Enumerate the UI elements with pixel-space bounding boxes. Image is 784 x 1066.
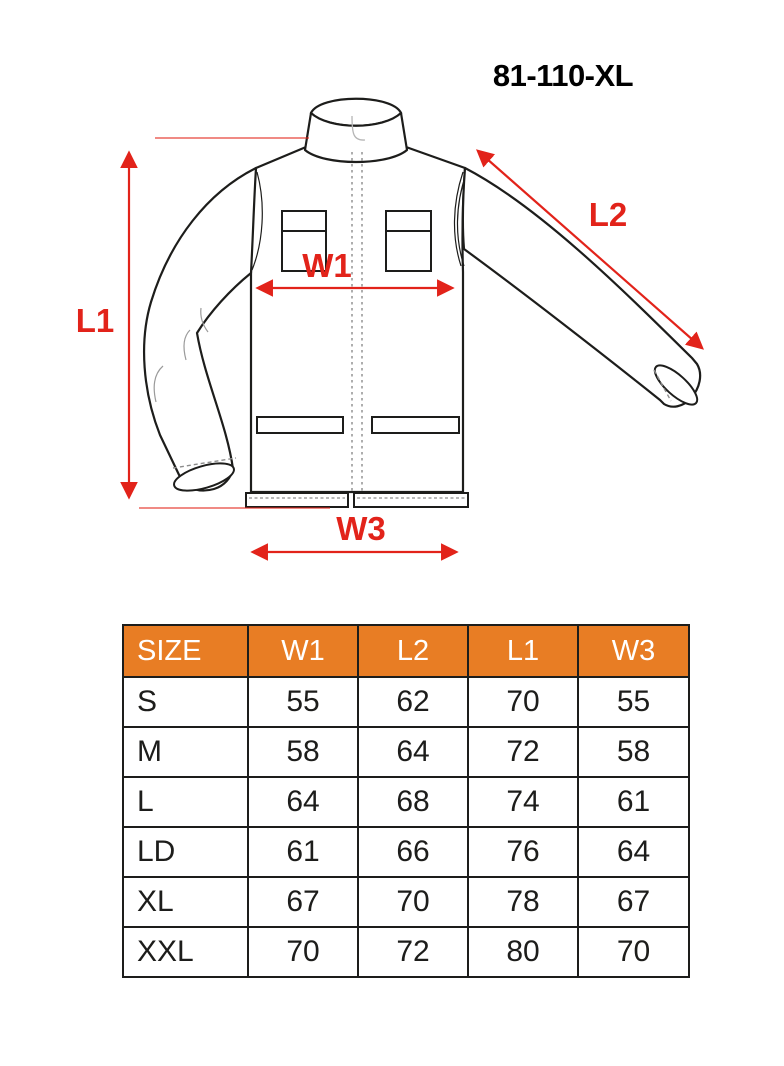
value-cell: 61 <box>578 777 689 827</box>
table-row <box>123 777 689 827</box>
value-cell: 67 <box>248 877 358 927</box>
table-row <box>123 727 689 777</box>
jacket-left-sleeve <box>144 168 256 496</box>
table-row <box>123 877 689 927</box>
jacket-right-sleeve <box>463 168 703 410</box>
value-cell: 74 <box>468 777 578 827</box>
column-header-w1: W1 <box>248 625 358 677</box>
column-header-l2: L2 <box>358 625 468 677</box>
size-label: M <box>123 727 248 777</box>
table-row <box>123 827 689 877</box>
size-table <box>122 624 690 978</box>
size-label: XL <box>123 877 248 927</box>
size-label: LD <box>123 827 248 877</box>
column-header-w3: W3 <box>578 625 689 677</box>
dimension-label-l1: L1 <box>75 302 115 339</box>
column-header-l1: L1 <box>468 625 578 677</box>
value-cell: 64 <box>248 777 358 827</box>
value-cell: 72 <box>468 727 578 777</box>
table-row <box>123 927 689 977</box>
value-cell: 70 <box>248 927 358 977</box>
value-cell: 70 <box>578 927 689 977</box>
value-cell: 72 <box>358 927 468 977</box>
value-cell: 70 <box>468 677 578 727</box>
column-header-size: SIZE <box>123 625 248 677</box>
value-cell: 68 <box>358 777 468 827</box>
value-cell: 70 <box>358 877 468 927</box>
size-label: L <box>123 777 248 827</box>
value-cell: 76 <box>468 827 578 877</box>
table-row <box>123 677 689 727</box>
value-cell: 67 <box>578 877 689 927</box>
value-cell: 64 <box>358 727 468 777</box>
value-cell: 58 <box>578 727 689 777</box>
dimension-label-l2: L2 <box>588 196 628 233</box>
value-cell: 80 <box>468 927 578 977</box>
hem-waistband <box>246 493 468 507</box>
dimension-label-w3: W3 <box>336 510 386 547</box>
product-code-title: 81-110-XL <box>492 58 634 93</box>
value-cell: 55 <box>578 677 689 727</box>
value-cell: 66 <box>358 827 468 877</box>
size-label: XXL <box>123 927 248 977</box>
value-cell: 61 <box>248 827 358 877</box>
value-cell: 78 <box>468 877 578 927</box>
value-cell: 64 <box>578 827 689 877</box>
size-label: S <box>123 677 248 727</box>
jacket-collar <box>305 99 407 162</box>
dimension-label-w1: W1 <box>302 247 352 284</box>
value-cell: 62 <box>358 677 468 727</box>
jacket-torso <box>251 147 466 492</box>
value-cell: 58 <box>248 727 358 777</box>
size-table-header-row <box>123 625 689 677</box>
value-cell: 55 <box>248 677 358 727</box>
